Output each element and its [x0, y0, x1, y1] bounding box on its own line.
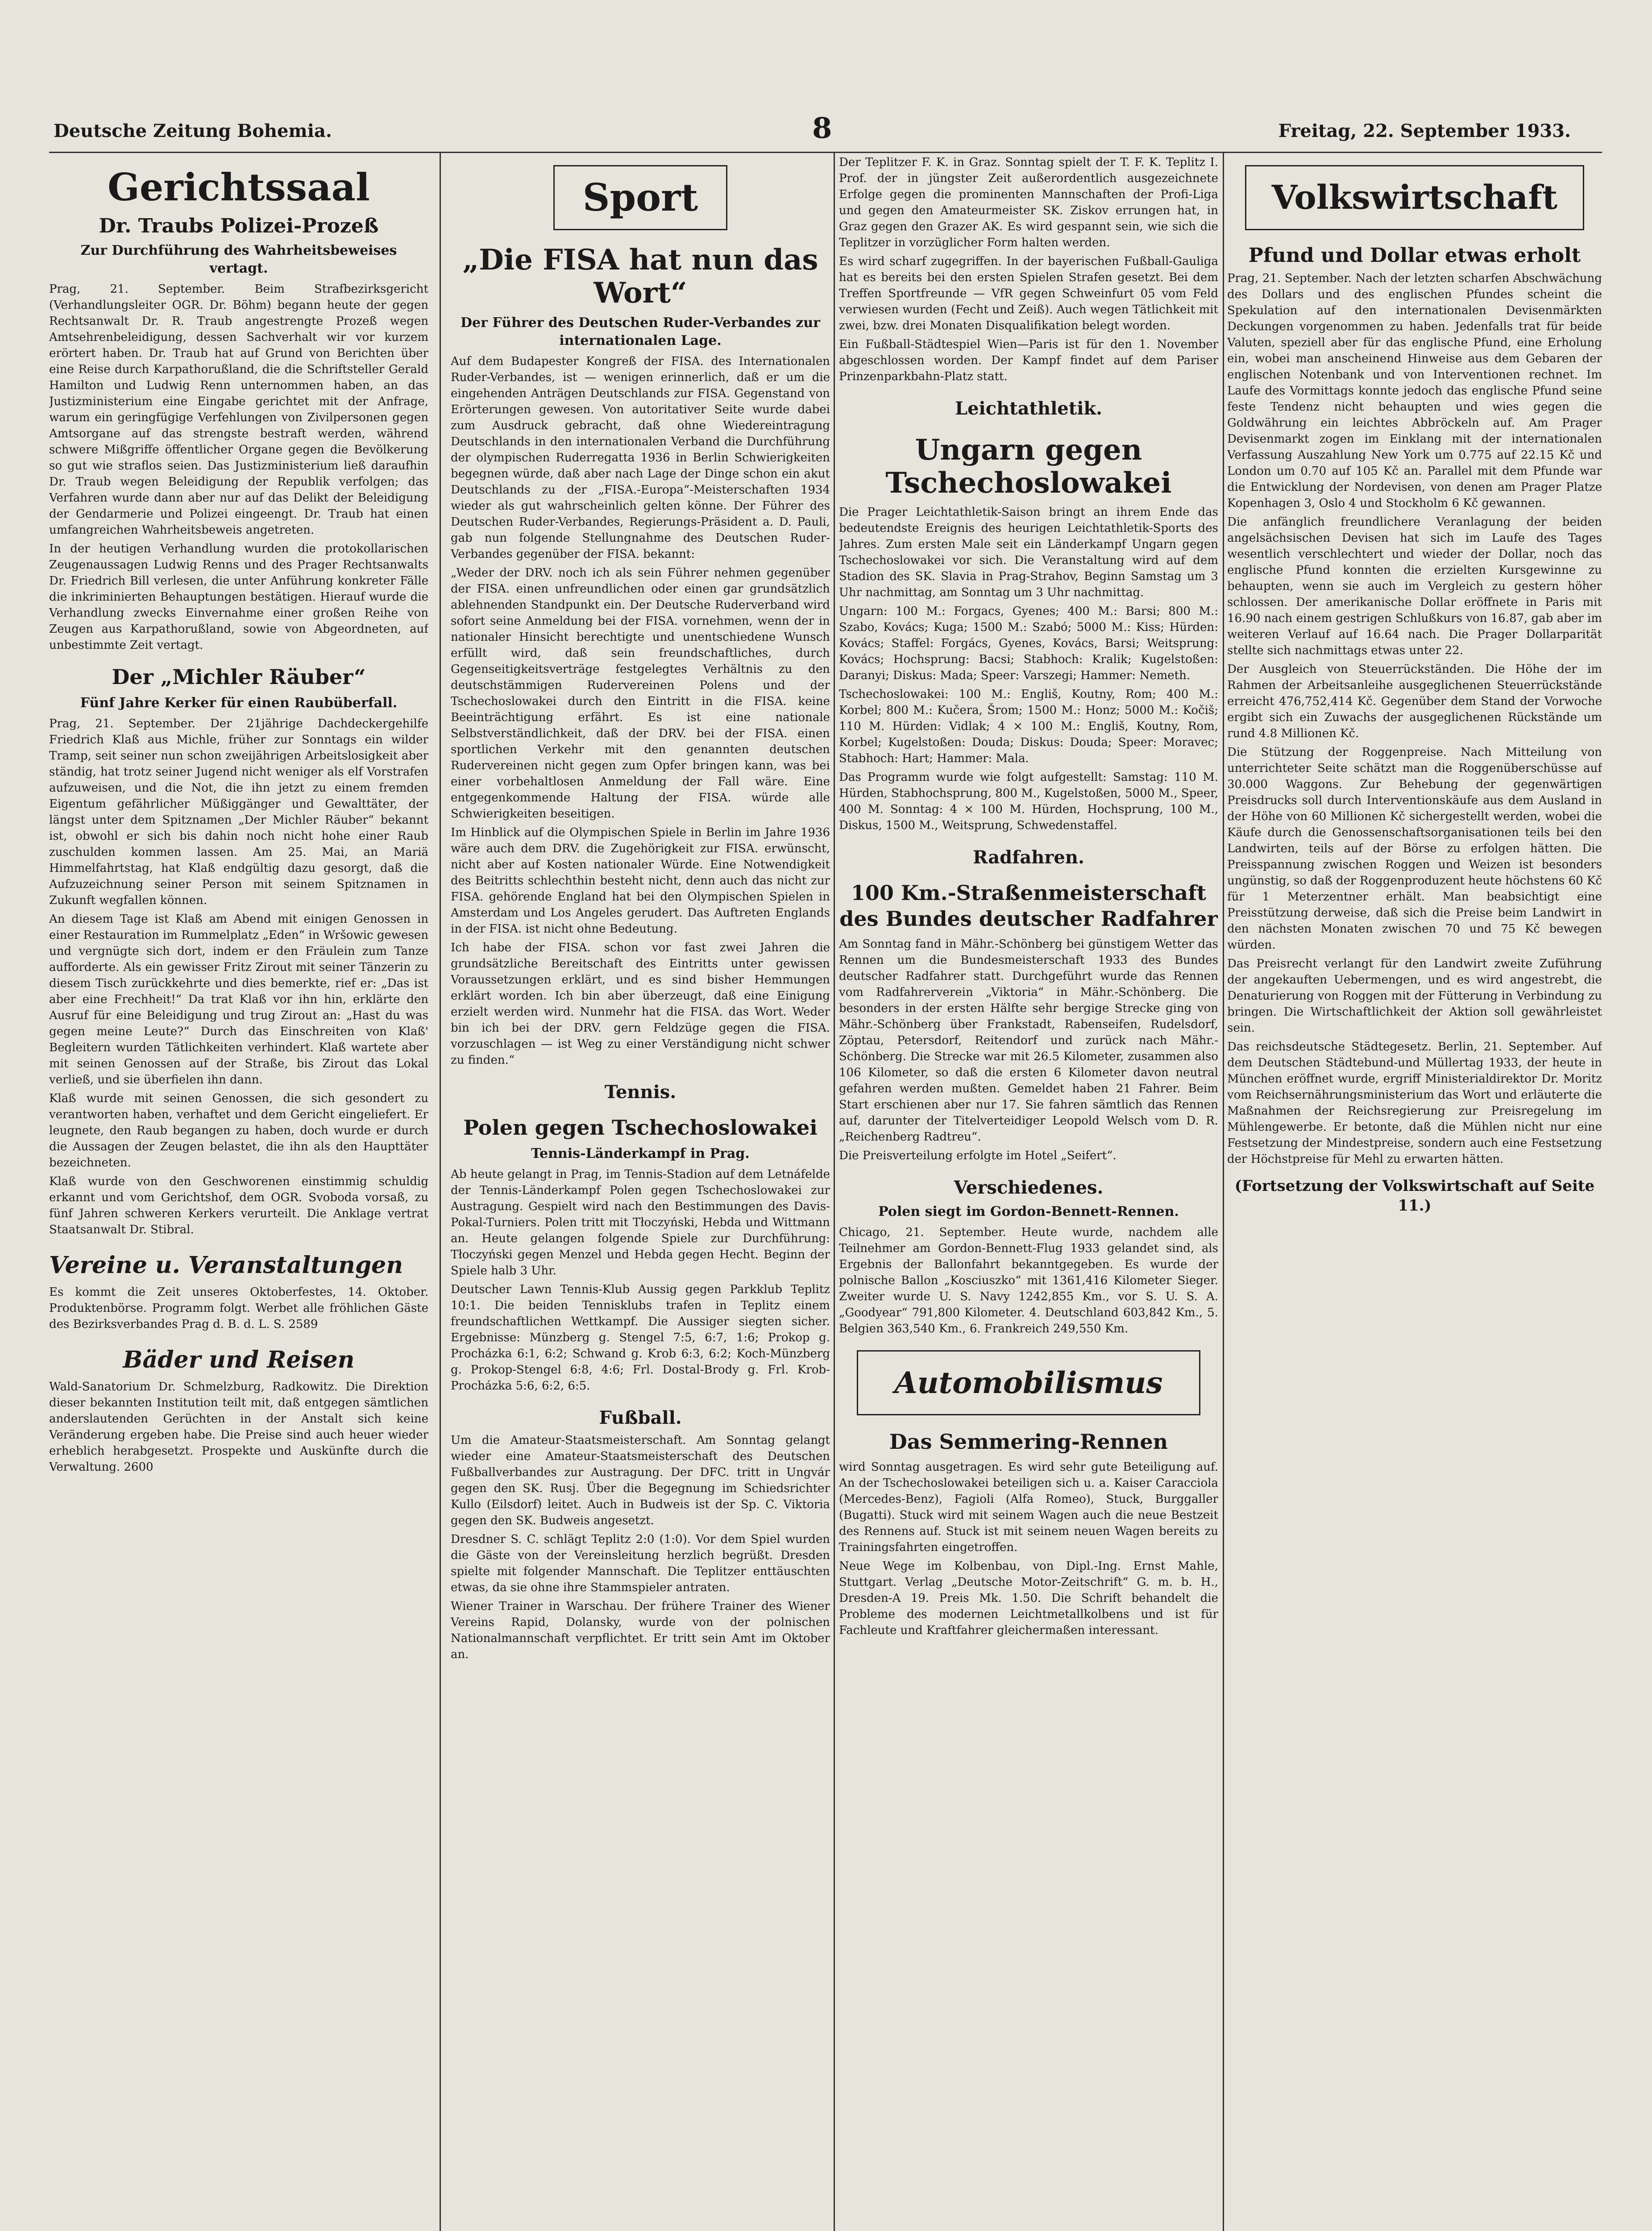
section-box-sport: [553, 165, 727, 230]
article-headline: „Die FISA hat nun das Wort“: [462, 243, 818, 310]
article-paragraph: Deutscher Lawn Tennis-Klub Aussig gegen Parkklub Teplitz 10:1. Die beiden Tennisklubs trafen in Teplitz einem freundschaftlichen Wettkampf. Die Aussiger siegten sicher. Ergebnisse: Münzberg g. Stengel 7:5, 6:7, 1:6; Prokop g. Procházka 6:1, 6:2; Schwand g. Krob 6:3, 6:2; Koch-Münzberg g. Prokop-Stengel 6:8, 4:6; Frl. Dostal-Brody g. Frl. Krob-Procházka 5:6, 6:2, 6:5.: [451, 1283, 830, 1393]
section-title-clubs: Vereine u. Veranstaltungen: [49, 1252, 403, 1279]
article-subheadline: Der Führer des Deutschen Ruder-Verbandes zur internationalen Lage.: [461, 315, 820, 348]
section-kicker-tennis: Tennis.: [604, 1082, 677, 1103]
article-headline: Polen gegen Tschechoslowakei: [463, 1116, 818, 1140]
newspaper-name: Deutsche Zeitung Bohemia.: [54, 120, 332, 141]
article-paragraph: Wiener Trainer in Warschau. Der frühere Trainer des Wiener Vereins Rapid, Dolansky, wurde von der polnischen Nationalmannschaft verpflichtet. Er tritt sein Amt im Oktober an.: [451, 1600, 830, 1661]
article-paragraph: Ungarn: 100 M.: Forgacs, Gyenes; 400 M.: Barsi; 800 M.: Szabo, Kovács; Kuga; 1500 M.: Szabó; 5000 M.: Kiss; Hürden: Kovács; Staffel: Forgács, Gyenes, Kovács, Barsi; Weitsprung: Kovács; Hochsprung: Bacsi; Stabhoch: Kralik; Kugelstoßen: Daranyi; Diskus: Mada; Speer: Varszegi; Hammer: Nemeth.: [839, 605, 1218, 682]
column-sport-continued: [839, 152, 1218, 2231]
page-header: [54, 112, 1571, 152]
page-number: 8: [812, 112, 832, 145]
section-title-economy: Volkswirtschaft: [1271, 178, 1558, 217]
column-court: [49, 152, 428, 2231]
column-rule: [1223, 152, 1224, 2231]
article-paragraph: Es kommt die Zeit unseres Oktoberfestes, 14. Oktober. Produktenbörse. Programm folgt. Werbet alle fröhlichen Gäste des Bezirksverbandes Prag d. B. d. L. S. 2589: [49, 1286, 428, 1331]
article-paragraph: Die Preisverteilung erfolgte im Hotel „Seifert“.: [839, 1149, 1117, 1162]
article-paragraph: Chicago, 21. September. Heute wurde, nachdem alle Teilnehmer am Gordon-Bennett-Flug 1933 gelandet sind, als Ergebnis der Ballonfahrt bekanntgegeben. Es wurde der polnische Ballon „Kosciuszko“ mit 1361,416 Kilometer Sieger. Zweiter wurde U. S. Navy 1242,855 Km., vor S. U. S. A. „Goodyear“ 791,800 Kilometer. 4. Deutschland 603,842 Km., 5. Belgien 363,540 Km., 6. Frankreich 249,550 Km.: [839, 1226, 1218, 1335]
article-paragraph: Die anfänglich freundlichere Veranlagung der beiden angelsächsischen Devisen hat sich im Laufe des Tages wesentlich verschlechtert und wieder der Dollar, noch das englische Pfund konnten die erzielten Kursgewinne zu behaupten, wenn sie auch im Vergleich zu gestern höher schlossen. Der amerikanische Dollar eröffnete in Paris mit 16.90 nach einem gestrigen Schlußkurs von 16.87, gab aber im weiteren Verlauf auf 16.64 nach. Die Prager Dollarparität stellte sich nachmittags etwas unter 22.: [1227, 515, 1602, 657]
section-title-travel: Bäder und Reisen: [123, 1346, 355, 1373]
article-paragraph: „Weder der DRV. noch ich als sein Führer nehmen gegenüber der FISA. einen unfreundlichen oder einen gar grundsätzlich ablehnenden Standpunkt ein. Der Deutsche Ruderverband wird sofort seine Anmeldung bei der FISA. vornehmen, wenn der in nationaler Hinsicht berechtigte und unentschiedene Wunsch erfüllt wird, daß sein freundschaftliches, durch Gegenseitigkeitsverträge festgelegtes Verhältnis zu den deutschstämmigen Rudervereinen Polens und der Tschechoslowakei durch den Eintritt in die FISA. keine Beeinträchtigung erfährt. Es ist eine nationale Selbstverständlichkeit, daß der DRV. bei der FISA. einen sportlichen Verkehr mit den genannten deutschen Rudervereinen nicht gegen zum Opfer bringen kann, was bei einer vorbehaltlosen Anmeldung der Fall wäre. Eine entgegenkommende Haltung der FISA. würde alle Schwierigkeiten beseitigen.: [451, 566, 830, 821]
article-paragraph: Im Hinblick auf die Olympischen Spiele in Berlin im Jahre 1936 wäre auch dem DRV. die Zugehörigkeit zur FISA. erwünscht, nicht aber auf Kosten nationaler Würde. Eine Notwendigkeit des Beitritts schlechthin besteht nicht, denn auch das nicht zur FISA. gehörende England hat bei den Olympischen Spielen in Amsterdam und Los Angeles gerudert. Das Auftreten Englands in der FISA. ist nicht ohne Bedeutung.: [451, 826, 830, 936]
article-paragraph: Neue Wege im Kolbenbau, von Dipl.-Ing. Ernst Mahle, Stuttgart. Verlag „Deutsche Motor-Zeitschrift“ G. m. b. H., Dresden-A 19. Preis Mk. 1.50. Die Schrift behandelt die Probleme des modernen Leichtmetallkolbens und ist für Fachleute und Kraftfahrer gleichermaßen interessant.: [839, 1559, 1218, 1637]
issue-date: Freitag, 22. September 1933.: [1278, 120, 1571, 141]
article-paragraph: Tschechoslowakei: 100 M.: Engliš, Koutny, Rom; 400 M.: Korbel; 800 M.: Kučera, Šrom; 1500 M.: Honz; 5000 M.: Kočiš; 110 M. Hürden: Vidlak; 4 × 100 M.: Engliš, Koutny, Rom, Korbel; Kugelstoßen: Douda; Diskus: Douda; Speer: Moravec; Stabhoch: Hart; Hammer: Mala.: [839, 688, 1218, 765]
article-paragraph: Das Preisrecht verlangt für den Landwirt zweite Zuführung der angekauften Uebermengen, und es wird angestrebt, die Denaturierung von Roggen mit der Fütterung in Verbindung zu bringen. Die Wirtschaftlichkeit der Aktion soll gewährleistet sein.: [1227, 957, 1602, 1035]
article-headline: 100 Km.-Straßenmeisterschaft des Bundes deutscher Radfahrer: [839, 881, 1218, 931]
article-paragraph: Prag, 21. September. Beim Strafbezirksgericht (Verhandlungsleiter OGR. Dr. Böhm) begann heute der gegen Rechtsanwalt Dr. R. Traub angestrengte Prozeß wegen Amtsehrenbeleidigung, dessen Sachverhalt wir vor kurzem erörtert haben. Dr. Traub hat auf Grund von Berichten über eine Reise durch Karpathorußland, die die Schriftsteller Gerald Hamilton und Ludwig Renn unternommen haben, an das Justizministerium eine Eingabe gerichtet mit der Anfrage, warum ein geringfügige Verfehlungen von Zivilpersonen gegen Amtsorgane auf das strengste bestraft werden, während schwere Mißgriffe öffentlicher Organe gegen die Bevölkerung so gut wie straflos seien. Das Justizministerium ließ daraufhin Dr. Traub wegen Beleidigung der Republik verfolgen; das Verfahren wurde dann aber nur auf das Delikt der Beleidigung der Gendarmerie und Polizei eingeengt. Dr. Traub hat einen umfangreichen Wahrheitsbeweis angetreten.: [49, 282, 428, 537]
article-paragraph: Der Ausgleich von Steuerrückständen. Die Höhe der im Rahmen der Arbeitsanleihe ausgeglichenen Steuerrückstände erreicht 476,752,414 Kč. Gegenüber dem Stand der Vorwoche ergibt sich ein Zuwachs der ausgeglichenen Rückstände um rund 4.8 Millionen Kč.: [1227, 663, 1602, 740]
article-paragraph: Prag, 21. September. Nach der letzten scharfen Abschwächung des Dollars und des englischen Pfundes scheint die Spekulation auf den internationalen Devisenmärkten Deckungen vorgenommen zu haben. Jedenfalls trat für beide Valuten, speziell aber für das englische Pfund, eine Erholung ein, wobei man anscheinend Hinweise aus dem Gebaren der englischen Notenbank und von Interventionen rechnet. Im Laufe des Vormittags konnte jedoch das englische Pfund seine feste Tendenz nicht behaupten und wies gegen die Goldwährung ein leichtes Abbröckeln auf. Am Prager Devisenmarkt zogen im Einklang mit der internationalen Verfassung Auszahlung New York um 0.775 auf 22.15 Kč und London um 0.70 auf 105 Kč an. Parallel mit dem Pfunde war die Entwicklung der Nordevisen, von denen am Prager Platze Kopenhagen 3, Oslo 4 und Stockholm 6 Kč gewannen.: [1227, 272, 1602, 510]
article-headline: Pfund und Dollar etwas erholt: [1248, 244, 1581, 267]
section-kicker-misc: Verschiedenes.: [954, 1177, 1104, 1198]
column-rule: [440, 152, 441, 2231]
article-paragraph: Wald-Sanatorium Dr. Schmelzburg, Radkowitz. Die Direktion dieser bekannten Institution teilt mit, daß entgegen sämtlichen anderslautenden Gerüchten in der Anstalt sich keine Veränderung ergeben habe. Die Preise sind auch heuer wieder erheblich herabgesetzt. Prospekte und Auskünfte durch die Verwaltung. 2600: [49, 1380, 428, 1474]
article-paragraph: Das reichsdeutsche Städtegesetz. Berlin, 21. September. Auf dem Deutschen Städtebund-und Müllertag 1933, der heute in München eröffnet wurde, ergriff Ministerialdirektor Dr. Moritz vom Reichsernährungsministerium das Wort und erläuterte die Maßnahmen der Reichsregierung zur Preisregelung im Mühlengewerbe. Er betonte, daß die Mühlen nicht nur eine Festsetzung der Mindestpreise, sondern auch eine Festsetzung der Höchstpreise für Mehl zu erwarten hätten.: [1227, 1040, 1602, 1166]
article-paragraph: Es wird scharf zugegriffen. In der bayerischen Fußball-Gauliga hat es bereits bei den ersten Spielen Strafen gesetzt. Bei dem Treffen Sportfreunde — VfR gegen Schweinfurt 05 vom Feld verwiesen wurden (Fecht und Zeiß). Auch wegen Tätlichkeit mit zwei, bzw. drei Monaten Disqualifikation belegt worden.: [839, 255, 1218, 332]
article-subheadline: Zur Durchführung des Wahrheitsbeweises vertagt.: [80, 243, 397, 276]
article-subheadline: Tennis-Länderkampf in Prag.: [531, 1146, 750, 1161]
article-paragraph: An diesem Tage ist Klaß am Abend mit einigen Genossen in einer Restauration im Rummelplatz „Eden“ in Wršowic gewesen und vergnügte sich dort, indem er den Fräulein zum Tanze aufforderte. Als ein gewisser Fritz Zirout mit seiner Tänzerin zu diesem Tisch zurückkehrte und dies bemerkte, rief er: „Das ist aber eine Frechheit!“ Da trat Klaß vor ihn hin, erklärte den Ausruf für eine Beleidigung und trug Zirout an: „Hast du was gegen meine Leute?“ Durch das Einschreiten von Klaß' Begleitern wurden Tätlichkeiten verhindert. Klaß wartete aber mit seinen Genossen auf der Straße, bis Zirout das Lokal verließ, und sie überfielen ihn dann.: [49, 912, 428, 1086]
section-box-economy: [1245, 165, 1584, 230]
section-kicker-football: Fußball.: [599, 1407, 682, 1428]
article-paragraph: Um die Amateur-Staatsmeisterschaft. Am Sonntag gelangt wieder eine Amateur-Staatsmeisterschaft des Deutschen Fußballverbandes zur Austragung. Der DFC. tritt in Ungvár gegen den SK. Rusj. Über die Begegnung im Schiedsrichter Kullo (Eilsdorf) leitet. Auch in Budweis ist der Sp. C. Viktoria gegen den SK. Budweis angesetzt.: [451, 1434, 830, 1527]
article-paragraph: wird Sonntag ausgetragen. Es wird sehr gute Beteiligung auf. An der Tschechoslowakei beteiligen sich u. a. Kaiser Caracciola (Mercedes-Benz), Fagioli (Alfa Romeo), Stuck, Burggaller (Bugatti). Stuck wird mit seinem Wagen auch die neue Bestzeit des Rennens auf. Stuck ist mit seinem neuen Wagen bereits zu Trainingsfahrten eingetroffen.: [839, 1460, 1218, 1554]
article-paragraph: Die Prager Leichtathletik-Saison bringt an ihrem Ende das bedeutendste Ereignis des heurigen Leichtathletik-Sports des Jahres. Zum ersten Male seit ein Länderkampf Ungarn gegen Tschechoslowakei vor sich. Die Veranstaltung wird auf dem Stadion des SK. Slavia in Prag-Strahov, Beginn Samstag um 3 Uhr nachmittag, am Sonntag um 3 Uhr nachmittag.: [839, 506, 1218, 599]
continuation-note: (Fortsetzung der Volkswirtschaft auf Seite 11.): [1234, 1177, 1595, 1215]
column-economy: [1227, 152, 1602, 2231]
article-headline: Der „Michler Räuber“: [112, 665, 366, 689]
column-rule: [834, 152, 835, 2231]
article-subheadline: Fünf Jahre Kerker für einen Raubüberfall.: [80, 695, 398, 711]
article-subheadline: Polen siegt im Gordon-Bennett-Rennen.: [878, 1204, 1179, 1219]
section-kicker-cycling: Radfahren.: [973, 847, 1084, 868]
section-title-sport: Sport: [582, 175, 698, 220]
section-box-automobile: [857, 1350, 1200, 1415]
section-kicker-athletics: Leichtathletik.: [955, 398, 1103, 419]
column-sport: [451, 152, 830, 2231]
article-paragraph: In der heutigen Verhandlung wurden die protokollarischen Zeugenaussagen Ludwig Renns und des Prager Rechtsanwalts Dr. Friedrich Bill verlesen, die unter Anführung konkreter Fälle die inkriminierten Behauptungen bestätigen. Hierauf wurde die Verhandlung zwecks Einvernahme einer großen Reihe von Zeugen aus Karpathorußland, sowie von Abgeordneten, auf unbestimmte Zeit vertagt.: [49, 542, 428, 652]
article-paragraph: Prag, 21. September. Der 21jährige Dachdeckergehilfe Friedrich Klaß aus Michle, früher zur Sonntags ein wilder Tramp, seit seiner nun schon zweijährigen Arbeitslosigkeit aber ständig, hat trotz seiner Jugend nicht weniger als elf Vorstrafen aufzuweisen, und die Not, die ihn jetzt zu einem fremden Eigentum gefährlicher Müßiggänger und Gewalttäter, der längst unter dem Spitznamen „Der Michler Räuber“ bekannt ist, obwohl er sich bis dahin noch nicht hohe einer Raub zuschulden kommen lassen. Am 25. Mai, an Mariä Himmelfahrtstag, hat Klaß endgültig dazu gesorgt, daß die Aufzuzeichnung seiner Person mit seinem Spitznamen in Zukunft wegfallen können.: [49, 717, 428, 907]
article-headline: Dr. Traubs Polizei-Prozeß: [99, 215, 379, 237]
article-paragraph: Die Stützung der Roggenpreise. Nach Mitteilung von unterrichteter Seite schätzt man die Roggenüberschüsse auf 30.000 Waggons. Zur Behebung der gegenwärtigen Preisdrucks soll durch Interventionskäufe aus dem Ausland in der Höhe von 60 Millionen Kč sichergestellt werden, wobei die Käufe durch die Genossenschaftsorganisationen teils bei den Landwirten, teils auf der Börse zu erfolgen hätten. Die Preisspannung zwischen Roggen und Weizen ist besonders ungünstig, so daß der Roggenproduzent heute höchstens 60 Kč für 1 Meterzentner erhält. Man beabsichtigt eine Preisstützung derweise, daß sich die Preise beim Landwirt in den nächsten Monaten zwischen 70 und 75 Kč bewegen würden.: [1227, 746, 1602, 952]
article-paragraph: Am Sonntag fand in Mähr.-Schönberg bei günstigem Wetter das Rennen um die Bundesmeisterschaft 1933 des Bundes deutscher Radfahrer statt. Durchgeführt wurde das Rennen vom Radfahrerverein „Viktoria“ in Mähr.-Schönberg. Die besonders in der ersten Hälfte sehr bergige Strecke ging von Mähr.-Schönberg über Frankstadt, Rabenseifen, Rudelsdorf, Zöptau, Petersdorf, Reitendorf und zurück nach Mähr.-Schönberg. Die Strecke war mit 26.5 Kilometer, zusammen also 106 Kilometer, so daß die ersten 6 Kilometer davon neutral gefahren werden mußten. Gemeldet haben 21 Fahrer. Beim Start erschienen aber nur 17. Sie fahren sämtlich das Rennen auf, darunter der Titelverteidiger Leopold Welsch vom D. R. „Reichenberg Radtreu“.: [839, 937, 1218, 1144]
article-paragraph: Ab heute gelangt in Prag, im Tennis-Stadion auf dem Letnáfelde der Tennis-Länderkampf Polen gegen Tschechoslowakei zur Austragung. Gespielt wird nach den Bestimmungen des Davis-Pokal-Turniers. Polen tritt mit Tłoczyński, Hebda und Wittmann an. Heute gelangen folgende Spiele zur Durchführung: Tłoczyński gegen Menzel und Hebda gegen Hecht. Beginn der Spiele halb 3 Uhr.: [451, 1168, 830, 1277]
section-title-automobile: Automobilismus: [894, 1365, 1163, 1400]
article-paragraph: Dresdner S. C. schlägt Teplitz 2:0 (1:0). Vor dem Spiel wurden die Gäste von der Vereinsleitung herzlich begrüßt. Dresden spielte mit folgender Mannschaft. Die Teplitzer enttäuschten etwas, da sie ohne ihre Stammspieler antraten.: [451, 1533, 830, 1594]
article-paragraph: Ich habe der FISA. schon vor fast zwei Jahren die grundsätzliche Bereitschaft des Eintritts unter gewissen Voraussetzungen erklärt, und es sind bisher Hemmungen erklärt worden. Ich bin aber überzeugt, daß eine Einigung erzielt werden wird. Nunmehr hat die FISA. das Wort. Weder bin ich bei der DRV. gern Feldzüge gegen die FISA. vorzuschlagen — ist Weg zu einer Verständigung nicht schwer zu finden.“: [451, 941, 830, 1067]
article-paragraph: Ein Fußball-Städtespiel Wien—Paris ist für den 1. November abgeschlossen worden. Der Kampf findet auf dem Pariser Prinzenparkbahn-Platz statt.: [839, 338, 1218, 383]
article-headline: Das Semmering-Rennen: [889, 1430, 1168, 1454]
article-paragraph: Das Programm wurde wie folgt aufgestellt: Samstag: 110 M. Hürden, Stabhochsprung, 800 M., Kugelstoßen, 5000 M., Speer, 400 M. Sonntag: 4 × 100 M. Hürden, Hochsprung, 100 M., Diskus, 1500 M., Weitsprung, Schwedenstaffel.: [839, 771, 1218, 832]
article-headline: Ungarn gegen Tschechoslowakei: [885, 433, 1172, 500]
article-paragraph: Klaß wurde von den Geschworenen einstimmig schuldig erkannt und vom Gerichtshof, dem OGR. Svoboda vorsaß, zu fünf Jahren schweren Kerkers verurteilt. Die Anklage vertrat Staatsanwalt Dr. Stibral.: [49, 1175, 428, 1236]
article-paragraph: Klaß wurde mit seinen Genossen, die sich gesondert zu verantworten haben, verhaftet und dem Gericht eingeliefert. Er leugnete, den Raub begangen zu haben, doch wurde er durch die Aussagen der Zeugen belastet, die ihn als den Haupttäter bezeichneten.: [49, 1092, 428, 1169]
section-title-court: Gerichtssaal: [108, 165, 370, 209]
article-paragraph: Auf dem Budapester Kongreß der FISA. des Internationalen Ruder-Verbandes, ist — wenigen erinnerlich, daß er um die eingehenden Anträgen Deutschlands zur FISA. Gegenstand von Erörterungen gewesen. Von autoritativer Seite wurde dabei zum Ausdruck gebracht, daß ohne Wiedereintragung Deutschlands in den internationalen Verband die Durchführung der olympischen Ruderregatta 1936 in Berlin Schwierigkeiten begegnen würde, daß aber nach Lage der Dinge schon ein akut Deutschlands zu der „FISA.-Europa“-Meisterschaften 1934 wieder als gut wahrscheinlich gelten könne. Der Führer des Deutschen Ruder-Verbandes, Regierungs-Präsident a. D. Pauli, gab nun folgende Stellungnahme des Deutschen Ruder-Verbandes gegenüber der FISA. bekannt:: [451, 355, 830, 561]
article-paragraph: Der Teplitzer F. K. in Graz. Sonntag spielt der T. F. K. Teplitz I. Prof. der in jüngster Zeit außerordentlich ausgezeichnete Erfolge gegen die prominenten Mannschaften der Profi-Liga und gegen den Amateurmeister SK. Ziskov errungen hat, in Graz gegen den Grazer AK. Es wird gespannt sein, wie sich die Teplitzer in vorzüglicher Form halten werden.: [839, 156, 1218, 249]
